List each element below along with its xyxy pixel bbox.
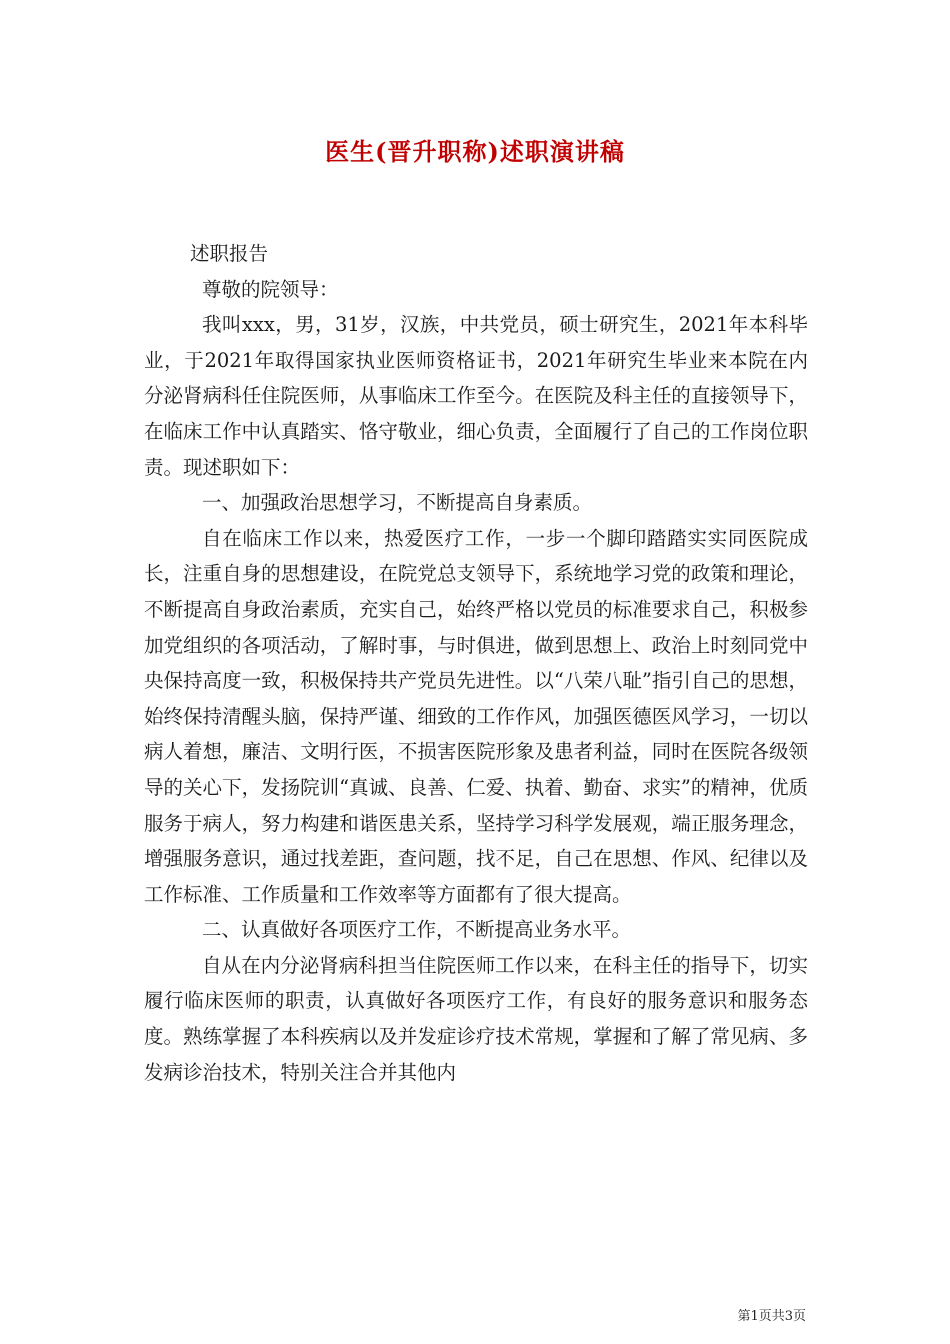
section-heading-1: 一、加强政治思想学习，不断提高自身素质。 (202, 491, 593, 515)
section-paragraph-2: 自从在内分泌肾病科担当住院医师工作以来，在科主任的指导下，切实履行临床医师的职责，认真做好各项医疗工作，有良好的服务意识和服务态度。熟练掌握了本科疾病以及并发症诊疗技术常规，掌握和了解了常见病、多发病诊治技术，特别关注合并其他内 (144, 953, 808, 1084)
page-number-footer: 第1页共3页 (737, 1309, 806, 1324)
document-title: 医生(晋升职称)述职演讲稿 (325, 137, 625, 166)
salutation: 尊敬的院领导： (202, 277, 339, 301)
document-body (144, 236, 808, 1090)
section-heading-2: 二、认真做好各项医疗工作，不断提高业务水平。 (202, 918, 632, 942)
report-heading: 述职报告 (190, 242, 269, 265)
intro-paragraph: 我叫xxx，男，31岁，汉族，中共党员，硕士研究生，2021年本科毕业，于2021年取得国家执业医师资格证书，2021年研究生毕业来本院在内分泌肾病科任住院医师，从事临床工作至今。在医院及科主任的直接领导下，在临床工作中认真踏实、恪守敬业，细心负责，全面履行了自己的工作岗位职责。现述职如下： (144, 313, 808, 479)
section-paragraph-1: 自在临床工作以来，热爱医疗工作，一步一个脚印踏踏实实同医院成长，注重自身的思想建设，在院党总支领导下，系统地学习党的政策和理论，不断提高自身政治素质，充实自己，始终严格以党员的标准要求自己，积极参加党组织的各项活动，了解时事，与时俱进，做到思想上、政治上时刻同党中央保持高度一致，积极保持共产党员先进性。以“八荣八耻”指引自己的思想，始终保持清醒头脑，保持严谨、细致的工作作风，加强医德医风学习，一切以病人着想，廉洁、文明行医，不损害医院形象及患者利益，同时在医院各级领导的关心下，发扬院训“真诚、良善、仁爱、执着、勤奋、求实”的精神，优质服务于病人，努力构建和谐医患关系，坚持学习科学发展观，端正服务理念，增强服务意识，通过找差距，查问题，找不足，自己在思想、作风、纪律以及工作标准、工作质量和工作效率等方面都有了很大提高。 (144, 526, 808, 906)
